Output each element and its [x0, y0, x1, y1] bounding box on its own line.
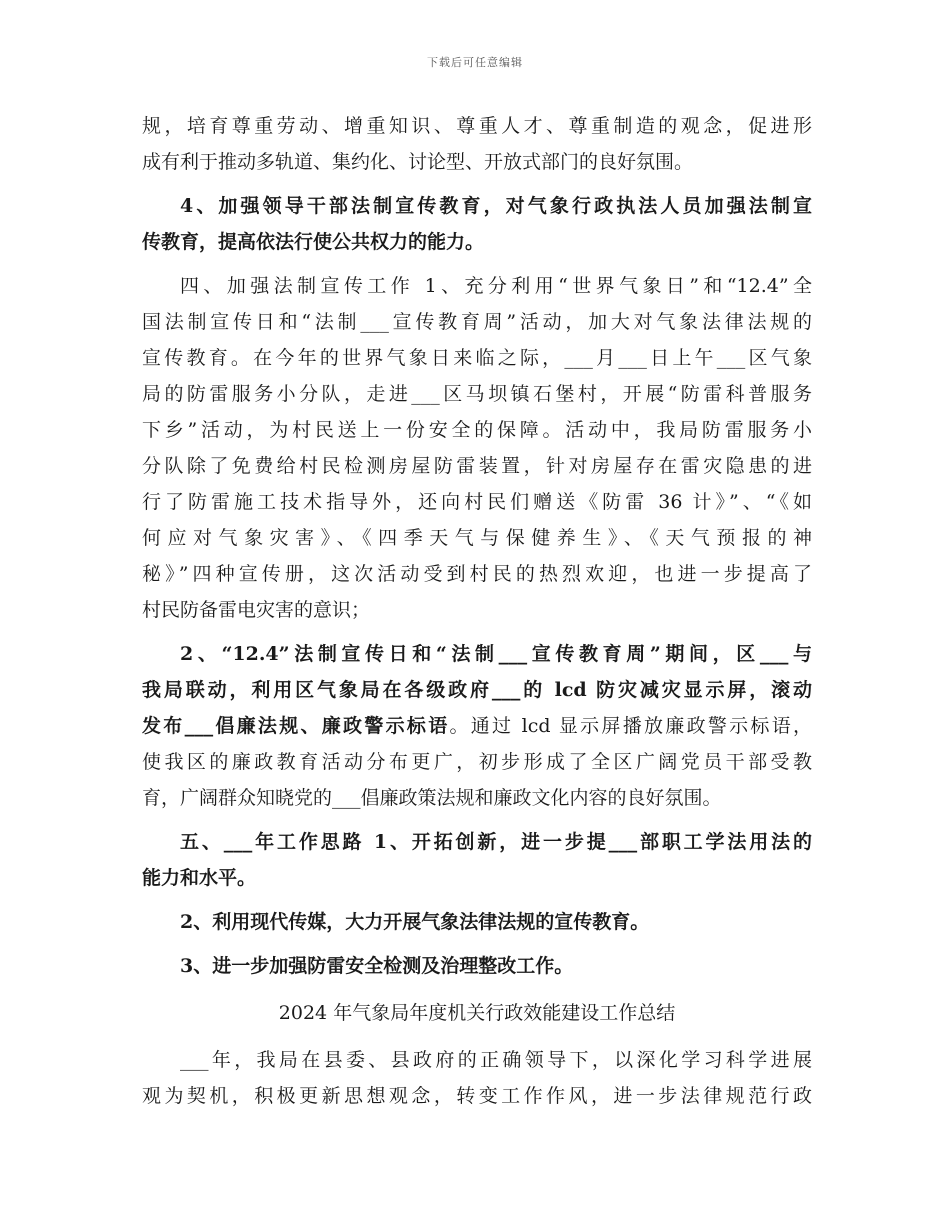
paragraph-line: 下乡”活动，为村民送上一份安全的保障。活动中，我局防雷服务小 — [142, 419, 812, 441]
paragraph-line: 成有利于推动多轨道、集约化、讨论型、开放式部门的良好氛围。 — [142, 151, 694, 173]
section-4-heading-line: 四、加强法制宣传工作 1、充分利用“世界气象日”和“12.4”全 — [180, 275, 812, 297]
paragraph-line: 宣传教育。在今年的世界气象日来临之际，___月___日上午___区气象 — [142, 347, 812, 369]
paragraph-line: 观为契机，积极更新思想观念，转变工作作风，进一步法律规范行政 — [142, 1085, 812, 1107]
bold-item-2b: 2、利用现代传媒，大力开展气象法律法规的宣传教育。 — [180, 911, 650, 933]
paragraph-line: 育，广阔群众知晓党的___倡廉政策法规和廉政文化内容的良好氛围。 — [142, 787, 722, 809]
paragraph-line: 使我区的廉政教育活动分布更广，初步形成了全区广阔党员干部受教 — [142, 751, 812, 773]
document-title: 2024 年气象局年度机关行政效能建设工作总结 — [278, 1002, 676, 1024]
mixed-line — [142, 708, 812, 744]
paragraph-line: 分队除了免费给村民检测房屋防雷装置，针对房屋存在雷灾隐患的进 — [142, 455, 812, 477]
paragraph-line: 何应对气象灾害》、《四季天气与保健养生》、《天气预报的神 — [142, 527, 812, 549]
paragraph-line: 规，培育尊重劳动、增重知识、尊重人才、尊重制造的观念，促进形 — [142, 115, 812, 137]
bold-span: 发布___倡廉法规、廉政警示标语 — [142, 715, 450, 737]
bold-item-2: 2、“12.4”法制宣传日和“法制___宣传教育周”期间，区___与 — [180, 643, 812, 665]
paragraph-line: 行了防雷施工技术指导外，还向村民们赠送《防雷 36 计》”、“《如 — [142, 491, 812, 513]
paragraph-line: 村民防备雷电灾害的意识； — [142, 599, 371, 621]
bold-item-4-cont: 传教育，提高依法行使公共权力的能力。 — [142, 231, 485, 253]
section-5-cont: 能力和水平。 — [142, 867, 257, 889]
document-body — [142, 108, 812, 1114]
regular-span: 。通过 lcd 显示屏播放廉政警示标语， — [449, 715, 812, 737]
paragraph-line: 秘》”四种宣传册，这次活动受到村民的热烈欢迎，也进一步提高了 — [142, 563, 812, 585]
section-5-heading-line: 五、___年工作思路 1、开拓创新，进一步提___部职工学法用法的 — [180, 831, 812, 853]
paragraph-line: 局的防雷服务小分队，走进___区马坝镇石堡村，开展“防雷科普服务 — [142, 383, 812, 405]
paragraph-line: ___年，我局在县委、县政府的正确领导下，以深化学习科学进展 — [180, 1049, 812, 1071]
bold-item-4: 4、加强领导干部法制宣传教育，对气象行政执法人员加强法制宣 — [180, 195, 812, 217]
page-header: 下载后可任意编辑 — [427, 56, 523, 69]
bold-item-2-cont: 我局联动，利用区气象局在各级政府___的 lcd 防灾减灾显示屏，滚动 — [142, 679, 812, 701]
bold-item-3: 3、进一步加强防雷安全检测及治理整改工作。 — [180, 955, 574, 977]
paragraph-line: 国法制宣传日和“法制___宣传教育周”活动，加大对气象法律法规的 — [142, 311, 812, 333]
